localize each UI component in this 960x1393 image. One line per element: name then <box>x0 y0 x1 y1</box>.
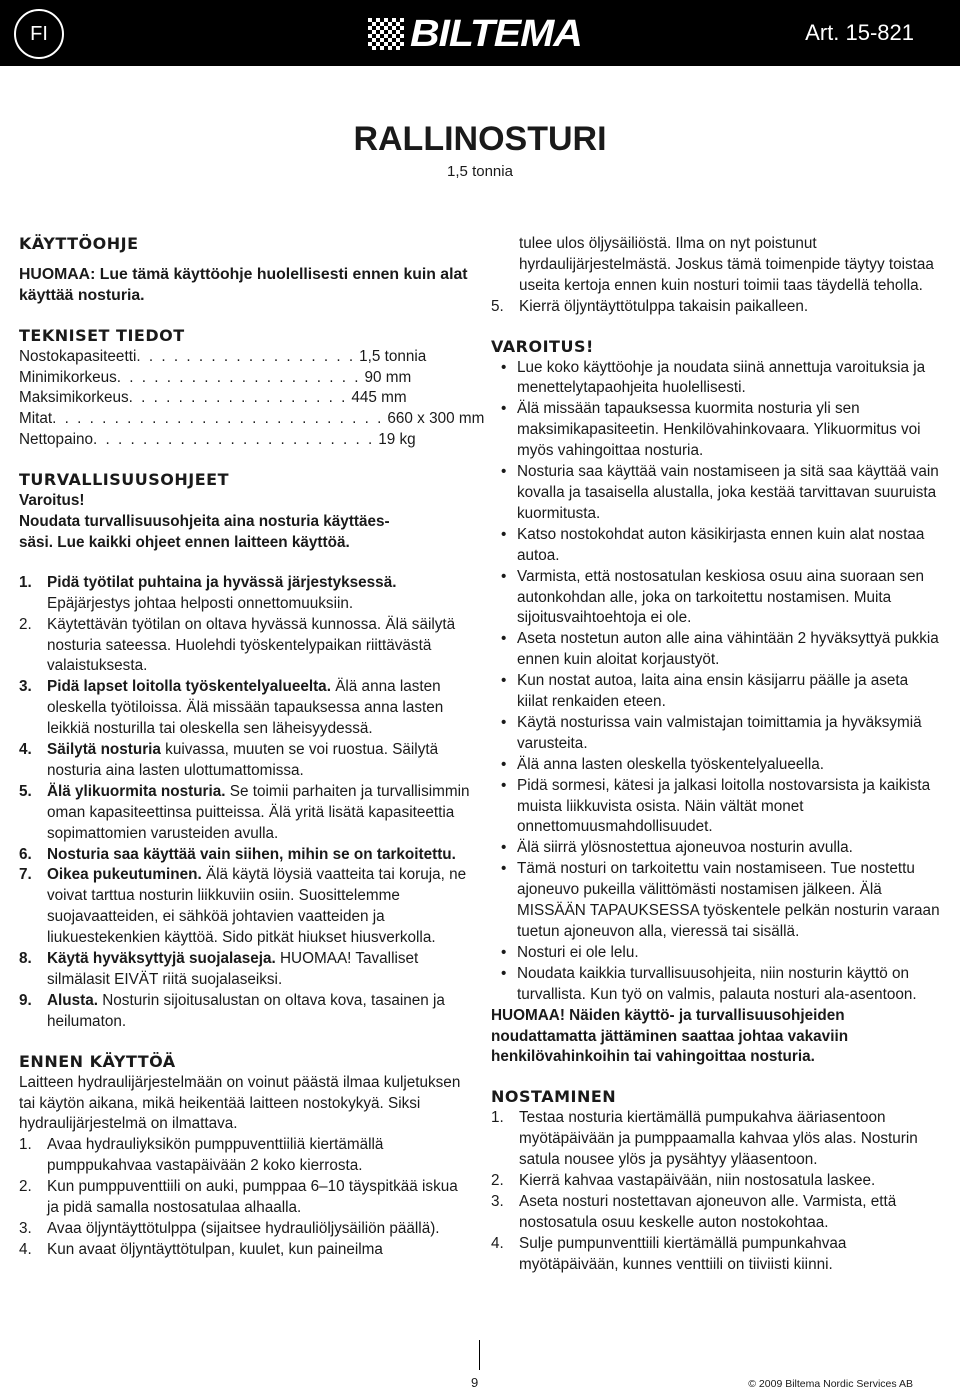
item-body <box>47 677 471 740</box>
item-bold-text: Nosturia saa käyttää vain siihen, mihin se on tarkoitettu. <box>47 845 456 863</box>
item-number: 2. <box>491 1171 504 1189</box>
bullet-icon: • <box>501 630 507 648</box>
list-item <box>19 677 471 740</box>
page-title: RALLINOSTURI <box>353 120 607 158</box>
spec-row <box>19 430 471 451</box>
item-bold-text: Säilytä nosturia <box>47 741 161 759</box>
bullet-icon: • <box>501 755 507 773</box>
item-number: 1. <box>19 573 32 591</box>
item-bold-text: Alusta. <box>47 991 98 1009</box>
item-body <box>47 865 471 949</box>
list-item <box>491 629 943 671</box>
safety-warning: Varoitus! <box>19 492 85 510</box>
article-number: Art. 15-821 <box>805 20 914 45</box>
item-bold-text: Käytä hyväksyttyjä suojalaseja. <box>47 950 276 968</box>
item-text: Älä anna lasten oleskella työskentelyalueella. <box>517 755 824 773</box>
item-bold-text: Oikea pukeutuminen. <box>47 866 202 884</box>
warning-heading: VAROITUS! <box>491 336 594 356</box>
item-number: 3. <box>491 1192 504 1210</box>
safety-heading: TURVALLISUUSOHJEET <box>19 470 229 490</box>
spec-row <box>19 368 471 389</box>
spec-label: Nostokapasiteetti <box>19 347 137 365</box>
item-number: 1. <box>491 1109 504 1127</box>
list-item <box>491 671 943 713</box>
item-number: 4. <box>19 1240 32 1258</box>
item-text: Älä käytä löysiä vaatteita tai koruja, ne voivat tarttua nosturin liikkuviin osiin. Suosittelemme suojavaatteiden, ei sähköä johtavien vaatteiden ja liukuestekenkien käyttöä. Sido pitkät hiukset hiusverkolla. <box>47 866 467 947</box>
lifting-heading: NOSTAMINEN <box>491 1087 617 1107</box>
list-item <box>19 615 471 678</box>
item-text: Se toimii parhaiten ja turvallisimmin oman kapasiteettinsa puitteissa. Älä yritä lisätä kapasiteettia sopimattomien varusteiden avulla. <box>47 782 470 842</box>
page-number: 9 <box>471 1375 479 1390</box>
specs-list <box>19 347 485 452</box>
item-text: Nosturi ei ole lelu. <box>517 943 639 961</box>
bullet-icon: • <box>501 358 507 376</box>
list-item <box>491 776 943 839</box>
spec-leader-dots: . . . . . . . . . . . . . . . . . . . . . . . <box>93 431 375 449</box>
item-number: 2. <box>19 615 32 633</box>
list-item <box>491 755 943 776</box>
item-bold-text: Pidä työtilat puhtaina ja hyvässä järjestyksessä. <box>47 573 397 591</box>
safety-text-line2: säsi. Lue kaikki ohjeet ennen laitteen käyttöä. <box>19 533 350 551</box>
item-text: Avaa hydrauliyksikön pumppuventtiiliä kiertämällä pumppukahvaa vastapäivään 2 koko kierrosta. <box>47 1136 384 1175</box>
item-number: 6. <box>19 845 32 863</box>
bullet-icon: • <box>501 839 507 857</box>
item-text: Älä anna lasten oleskella työtiloissa. Älä missään tapauksessa anna lasten leikkiä nosturilla tai oleskella sen läheisyydessä. <box>47 678 444 738</box>
item-number: 3. <box>19 1219 32 1237</box>
list-item <box>19 845 471 866</box>
item-body <box>47 615 471 678</box>
list-item <box>491 358 943 400</box>
bullet-icon: • <box>501 463 507 481</box>
list-item <box>19 1240 471 1261</box>
spec-value: 90 mm <box>364 368 412 386</box>
notice-bold: HUOMAA! Näiden käyttö- ja turvallisuusohjeiden noudattamatta jättäminen saattaa johtaa vakaviin henkilövahinkoihin tai vahingoittaa nosturia. <box>491 1006 849 1066</box>
notice-text: HUOMAA: Lue tämä käyttöohje huolellisesti ennen kuin alat käyttää nosturia. <box>19 265 468 304</box>
spec-row <box>19 347 471 368</box>
list-item <box>491 1108 943 1171</box>
spec-label: Mitat <box>19 410 53 428</box>
list-item <box>19 573 471 615</box>
list-item <box>491 713 943 755</box>
spec-value: 19 kg <box>378 431 416 449</box>
item-text: Käytettävän työtilan on oltava hyvässä kunnossa. Älä säilytä nosturia sateessa. Huolehdi työskentelypaikan riittävästä valaistuksesta. <box>47 615 456 675</box>
before-use-steps <box>19 1135 471 1260</box>
checkered-flag-icon <box>368 18 404 50</box>
item-number: 3. <box>19 678 32 696</box>
spec-label: Nettopaino <box>19 431 93 449</box>
list-item <box>19 1219 471 1240</box>
language-badge: FI <box>14 9 64 59</box>
spec-leader-dots: . . . . . . . . . . . . . . . . . . <box>136 347 356 365</box>
item-number: 4. <box>491 1234 504 1252</box>
item-text: Älä siirrä ylösnostettua ajoneuvoa nosturin avulla. <box>517 839 853 857</box>
item-text: Avaa öljyntäyttötulppa (sijaitsee hydrauliöljysäiliön päällä). <box>47 1219 440 1237</box>
bullet-icon: • <box>501 776 507 794</box>
safety-text-line1: Noudata turvallisuusohjeita aina nosturia käyttäes- <box>19 512 390 530</box>
item-text: Sulje pumpunventtiili kiertämällä pumpunkahvaa myötäpäivään, kunnes venttiili on tiiviisti kiinni. <box>519 1234 847 1273</box>
item-body <box>47 740 471 782</box>
list-item <box>491 943 943 964</box>
warnings-list <box>491 358 943 1006</box>
spec-value: 445 mm <box>351 389 407 407</box>
list-item <box>19 1177 471 1219</box>
item-text: Katso nostokohdat auton käsikirjasta ennen kuin alat nostaa autoa. <box>517 525 925 564</box>
item-bold-text: Älä ylikuormita nosturia. <box>47 782 226 800</box>
list-item <box>491 567 943 630</box>
list-item <box>19 740 471 782</box>
item-text: Lue koko käyttöohje ja noudata siinä annettuja varoituksia ja menettelytapaohjeita huolellisesti. <box>517 358 926 397</box>
item-text: kuivassa, muuten se voi ruostua. Säilytä nosturia aina lasten ulottumattomissa. <box>47 741 439 779</box>
item-body <box>47 782 471 845</box>
item-body <box>47 949 471 991</box>
list-item: 5. Kierrä öljyntäyttötulppa takaisin paikalleen. <box>491 297 809 315</box>
spec-leader-dots: . . . . . . . . . . . . . . . . . . . . . . . . . . . <box>52 410 384 428</box>
list-item <box>19 949 471 991</box>
list-item <box>491 964 943 1006</box>
item-text: Noudata kaikkia turvallisuusohjeita, niin nosturin käyttö on turvallista. Kun työ on valmis, palauta nosturi ala-asentoon. <box>517 964 917 1003</box>
footer-divider <box>479 1340 480 1370</box>
list-item <box>19 1135 471 1177</box>
item-text: Pidä sormesi, kätesi ja jalkasi loitolla nostovarsista ja kaikista muista liikkuvista osista. Näin vältät monet onnettomuusmahdollisuudet. <box>517 776 931 836</box>
item-text: Tämä nosturi on tarkoitettu vain nostamiseen. Tue nostettu ajoneuvo pukeilla välittömästi nostamisen jälkeen. Älä MISSÄÄN TAPAUKSESSA työskentele pelkän nosturin varaan tuetun ajoneuvon alla, vieressä tai sisällä. <box>517 860 940 940</box>
item-text: Kierrä kahvaa vastapäivään, niin nostosatula laskee. <box>519 1171 876 1189</box>
brand-name: BILTEMA <box>410 12 582 55</box>
manual-heading: KÄYTTÖOHJE <box>19 234 139 253</box>
page-subtitle: 1,5 tonnia <box>447 163 513 180</box>
item-text: Kun pumppuventtiili on auki, pumppaa 6–10 täyspitkää iskua ja pidä samalla nostosatulaa alhaalla. <box>47 1178 458 1217</box>
spec-label: Minimikorkeus <box>19 368 117 386</box>
item-text: HUOMAA! Tavalliset silmälasit EIVÄT riitä suojalaseiksi. <box>47 950 419 988</box>
item-body <box>47 573 471 615</box>
bullet-icon: • <box>501 672 507 690</box>
bullet-icon: • <box>501 525 507 543</box>
item-number: 5. <box>19 782 32 800</box>
step-5 <box>491 297 943 318</box>
spec-value: 660 x 300 mm <box>387 410 485 428</box>
brand-logo <box>368 12 582 55</box>
item-number: 1. <box>19 1136 32 1154</box>
item-text: Aseta nosturi nostettavan ajoneuvon alle. Varmista, että nostosatula osuu keskelle auton nostokohtaa. <box>519 1192 897 1231</box>
spec-value: 1,5 tonnia <box>359 347 427 365</box>
list-item <box>491 838 943 859</box>
continued-text: tulee ulos öljysäiliöstä. Ilma on nyt poistunut hyrdaulijärjestelmästä. Joskus tämä toimenpide täytyy toistaa useita kertoja ennen kuin nosturi toimii taas täydellä teholla. <box>519 235 934 294</box>
item-text: Epäjärjestys johtaa helposti onnettomuuksiin. <box>47 594 354 612</box>
item-bold-text: Pidä lapset loitolla työskentelyalueelta. <box>47 678 331 696</box>
before-use-text: Laitteen hydraulijärjestelmään on voinut päästä ilmaa kuljetuksen tai käytön aikana, mikä heikentää laitteen nostokykyä. Siksi hydraulijärjestelmä on ilmattava. <box>19 1073 461 1133</box>
spec-row <box>19 388 471 409</box>
spec-label: Maksimikorkeus <box>19 389 129 407</box>
bullet-icon: • <box>501 860 507 878</box>
bullet-icon: • <box>501 400 507 418</box>
item-text: Kun avaat öljyntäyttötulpan, kuulet, kun paineilma <box>47 1240 383 1258</box>
bullet-icon: • <box>501 567 507 585</box>
left-column <box>19 234 485 1261</box>
item-number: 4. <box>19 741 32 759</box>
bullet-icon: • <box>501 943 507 961</box>
item-number: 8. <box>19 950 32 968</box>
list-item <box>491 1171 943 1192</box>
bullet-icon: • <box>501 713 507 731</box>
item-number: 7. <box>19 866 32 884</box>
item-number: 9. <box>19 991 32 1009</box>
item-text: Kun nostat autoa, laita aina ensin käsijarru päälle ja aseta kiilat renkaiden eteen. <box>517 672 909 711</box>
item-body <box>47 845 456 866</box>
list-item <box>491 399 943 462</box>
right-column <box>491 234 943 1276</box>
list-item <box>491 1234 943 1276</box>
list-item <box>491 462 943 525</box>
item-text: Testaa nosturia kiertämällä pumpukahva ääriasentoon myötäpäivään ja pumppaamalla kahvaa ylös alas. Nosturin satula nousee ylös ja pysähtyy yläasentoon. <box>519 1109 918 1169</box>
item-text: Varmista, että nostosatulan keskiosa osuu aina suoraan sen autonkohdan alle, joka on tarkoitettu nostamisen. Muita sijoitusvaihtoehtoja ei ole. <box>517 567 925 627</box>
lifting-steps <box>491 1108 943 1275</box>
list-item <box>19 865 471 949</box>
item-number: 2. <box>19 1178 32 1196</box>
safety-rules-list <box>19 573 471 1033</box>
list-item <box>491 859 943 943</box>
specs-heading: TEKNISET TIEDOT <box>19 325 185 345</box>
spec-row <box>19 409 485 430</box>
bullet-icon: • <box>501 964 507 982</box>
header-bar <box>0 0 960 66</box>
item-text: Käytä nosturissa vain valmistajan toimittamia ja hyväksymiä varusteita. <box>517 713 922 752</box>
copyright: © 2009 Biltema Nordic Services AB <box>748 1378 913 1390</box>
spec-leader-dots: . . . . . . . . . . . . . . . . . . . . <box>116 368 361 386</box>
item-text: Aseta nostetun auton alle aina vähintään 2 hyväksyttyä pukkia ennen kuin aloitat korjaustyöt. <box>517 630 939 669</box>
item-body <box>47 991 471 1033</box>
list-item <box>491 525 943 567</box>
list-item <box>19 991 471 1033</box>
list-item <box>491 1192 943 1234</box>
item-text: Nosturia saa käyttää vain nostamiseen ja sitä saa käyttää vain kovalla ja tasaisella alustalla, joka kestää tarvittavan suuruista kuormitusta. <box>517 463 939 522</box>
before-use-heading: ENNEN KÄYTTÖÄ <box>19 1051 176 1071</box>
list-item <box>19 782 471 845</box>
spec-leader-dots: . . . . . . . . . . . . . . . . . . <box>128 389 348 407</box>
item-text: Nosturin sijoitusalustan on oltava kova, tasainen ja heilumaton. <box>47 991 445 1030</box>
item-text: Älä missään tapauksessa kuormita nosturia yli sen maksimikapasiteetin. Henkilövahinkovaara. Ylikuormitus voi myös vahingoittaa nosturia. <box>517 400 921 460</box>
